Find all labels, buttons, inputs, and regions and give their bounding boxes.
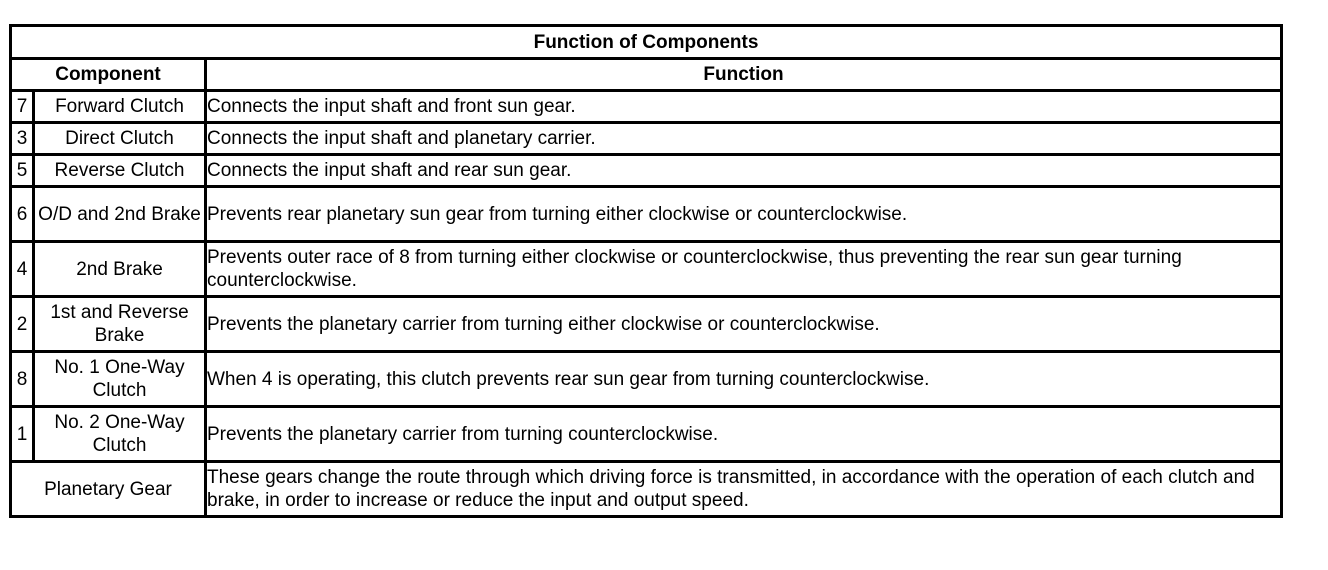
component-number: 2 [11, 297, 34, 352]
component-name: No. 1 One-Way Clutch [34, 352, 206, 407]
component-number: 5 [11, 155, 34, 187]
planetary-gear-name: Planetary Gear [11, 462, 206, 517]
component-function: Connects the input shaft and planetary carrier. [206, 123, 1282, 155]
header-row [11, 59, 1282, 91]
planetary-gear-function: These gears change the route through which driving force is transmitted, in accordance with the operation of each clutch and brake, in order to increase or reduce the input and output speed. [206, 462, 1282, 517]
component-name: O/D and 2nd Brake [34, 187, 206, 242]
function-of-components-table [9, 24, 1283, 518]
component-function: Prevents rear planetary sun gear from turning either clockwise or counterclockwise. [206, 187, 1282, 242]
table-row [11, 297, 1282, 352]
table-row [11, 91, 1282, 123]
component-name: Reverse Clutch [34, 155, 206, 187]
component-function: Connects the input shaft and front sun gear. [206, 91, 1282, 123]
table-row [11, 242, 1282, 297]
component-name: Direct Clutch [34, 123, 206, 155]
component-number: 1 [11, 407, 34, 462]
table-row-planetary-gear [11, 462, 1282, 517]
component-number: 4 [11, 242, 34, 297]
table-row [11, 352, 1282, 407]
component-name: 1st and Reverse Brake [34, 297, 206, 352]
component-number: 7 [11, 91, 34, 123]
component-number: 6 [11, 187, 34, 242]
component-number: 8 [11, 352, 34, 407]
component-function: Prevents the planetary carrier from turning counterclockwise. [206, 407, 1282, 462]
title-row [11, 26, 1282, 59]
component-name: No. 2 One-Way Clutch [34, 407, 206, 462]
component-name: 2nd Brake [34, 242, 206, 297]
component-name: Forward Clutch [34, 91, 206, 123]
table-row [11, 187, 1282, 242]
table-row [11, 123, 1282, 155]
function-header: Function [206, 59, 1282, 91]
component-function: When 4 is operating, this clutch prevents rear sun gear from turning counterclockwise. [206, 352, 1282, 407]
component-function: Prevents the planetary carrier from turning either clockwise or counterclockwise. [206, 297, 1282, 352]
table-row [11, 155, 1282, 187]
table-title: Function of Components [11, 26, 1282, 59]
table-row [11, 407, 1282, 462]
component-function: Prevents outer race of 8 from turning either clockwise or counterclockwise, thus preventing the rear sun gear turning counterclockwise. [206, 242, 1282, 297]
component-function: Connects the input shaft and rear sun gear. [206, 155, 1282, 187]
component-number: 3 [11, 123, 34, 155]
component-header: Component [11, 59, 206, 91]
